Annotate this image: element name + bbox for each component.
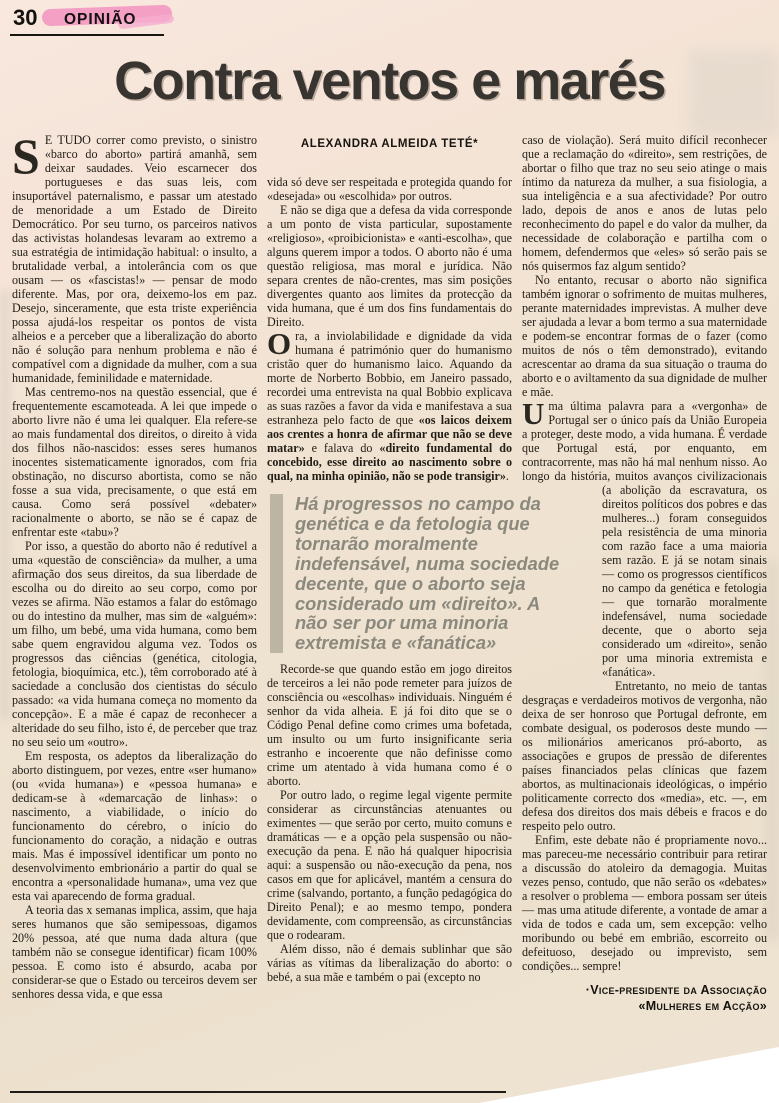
paragraph-text: e falava do [304, 441, 380, 455]
paragraph-text: ma última palavra para a «vergonha» de Portugal ser o único país da União Europeia a proteger, deste modo, a vida humana. É verdade que Portugal está, por enquanto, em contracorrente, mas não há mal nenhum nisso. Ao longo da história, muitos avanços civilizacionais (a abolição da escravatura, os [522, 399, 767, 497]
paragraph: E não se diga que a defesa da vida corresponde a um ponto de vista particular, supostamente «religioso», «proibicionista» e «anti-escolha», que alguns querem impor a todos. O aborto não é uma questão religiosa, mas moral e jurídica. Não separa crentes de não-crentes, mas sim posições divergentes quanto aos limites da protecção da vida humana, que é um dos fins fundamentais do Direito. [267, 203, 512, 329]
paragraph: vida só deve ser respeitada e protegida quando for «desejada» ou «escolhida» por outros. [267, 175, 512, 203]
paragraph-text: ra, a inviolabilidade e dignidade da vida humana é património quer do humanismo cristão quer do humanismo laico. Aquando da morte de Norberto Bobbio, em Janeiro passado, recordei uma entrevista na qual Bobbio explicava as suas razões a favor da vida e manifestava a sua estranheza pelo facto de que [267, 329, 512, 427]
scan-corner-cut [479, 1047, 779, 1103]
drop-cap: O [267, 326, 292, 361]
credit-line: «Mulheres em Acção» [638, 998, 767, 1013]
column-2 [267, 133, 560, 1014]
paragraph-text: . [505, 469, 509, 483]
paragraph: Mas centremo-nos na questão essencial, que é frequentemente escamoteada. A lei que impede o aborto livre não é uma lei qualquer. Ela refere-se ao mais fundamental dos direitos, o direito à vida dos filhos não-nascidos: esses seres humanos inocentes sistematicamente ignorados, com fria obstinação, no discurso abortista, como se não fosse a sua vida, precisamente, o que está em causa. Como será possível «debater» racionalmente o aborto, se não se é capaz de enfrentar este «tabu»? [12, 385, 257, 539]
masthead-rule [10, 34, 164, 36]
paragraph: Em resposta, os adeptos da liberalização do aborto distinguem, por vezes, entre «ser humano» (ou «vida humana») e «pessoa humana» e dedicam-se à «demarcação de linhas»: o nascimento, a viabilidade, o início do funcionamento do cérebro, o início do funcionamento do coração, a nidação e outras mais. Mas é impossível identificar um ponto no desenvolvimento embrionário a partir do qual se encontra a «personalidade humana», uma vez que esta vai aparecendo de forma gradual. [12, 749, 257, 903]
author-credit [522, 983, 767, 1014]
scan-artifact [765, 560, 779, 940]
article-columns [12, 128, 767, 1014]
column-1 [12, 128, 257, 1014]
pull-quote-text: Há progressos no campo da genética e da fetologia que tornarão moralmente indefensável, numa sociedade decente, que o aborto seja considerado um «direito». A não ser por uma minoria extremista e «fanática» [295, 493, 560, 654]
bold-quote: «os laicos deixem aos crentes a honra de afirmar que não se deve matar» [267, 413, 512, 455]
pull-quote-bar [270, 494, 283, 653]
masthead [0, 0, 779, 46]
paragraph: Enfim, este debate não é propriamente novo... mas pareceu-me necessário contribuir para retirar a discussão do atoleiro da demagogia. Muitas vezes penso, contudo, que não serão os «debates» a resolver o problema — embora possam ser úteis — mas uma atitude diferente, a vontade de amar a vida de todos e cada um, sem excepção: velho moribundo ou bebé em embrião, escorreito ou defeituoso, desejado ou imprevisto, sem condições... sempre! [522, 833, 767, 973]
paragraph: Por outro lado, o regime legal vigente permite considerar as circunstâncias atenuantes ou eximentes — que serão por certo, muito comuns e dramáticas — e a opção pela suspensão ou não-execução da pena. E não há qualquer hipocrisia aqui: a suspensão ou não-execução da pena, nos casos em que for aplicável, mantém a censura do crime (salvando, portanto, a função pedagógica do Direito Penal); e ao mesmo tempo, pondera devidamente, com compreensão, as circunstâncias que o rodearam. [267, 788, 512, 943]
section-label: OPINIÃO [64, 11, 137, 28]
credit-line: ·Vice-presidente da Associação [585, 983, 767, 997]
paragraph: caso de violação). Será muito difícil reconhecer que a reclamação do «direito», sem restrições, de abortar o filho que traz no seu seio atinge o mais íntimo da natureza da mulher, a sua fisiologia, a sua inteligência e a sua afectividade? Por outro lado, depois de anos e anos de lutas pelo reconhecimento do papel e do valor da mulher, da necessidade de colaboração e partilha com o homem, defendermos que «eles» só serão pais se nós quisermos faz algum sentido? [522, 133, 767, 273]
scan-artifact [0, 290, 10, 720]
paragraph: A teoria das x semanas implica, assim, que haja seres humanos que são semipessoas, digamos 20% pessoa, até que numa dada altura (que também não se consegue identificar) ficam 100% pessoa. E como isto é absurdo, acaba por considerar-se que o Estado ou terceiros devem ser senhores dessa vida, e que essa [12, 903, 257, 1001]
paragraph-text: direitos políticos dos pobres e das mulheres...) foram conseguidos pela resistência de uma minoria com razão face a uma maioria sem razão. E já se notam sinais — como os progressos científicos no campo da genética e fetologia — que tornarão moralmente indefensável, numa sociedade decente, que o aborto seja considerado um «direito», senão por uma minoria extremista e «fanática». [602, 497, 767, 679]
article-title: Contra ventos e marés [114, 51, 665, 111]
paragraph [12, 128, 257, 385]
paragraph: No entanto, recusar o aborto não significa também ignorar o sofrimento de muitas mulheres, perante maternidades imprevistas. A mulher deve ser ajudada a levar a bom termo a sua maternidade e podem-se encontrar formas de o fazer (como muitos de nós o têm demonstrado), evitando acrescentar ao drama da sua situação o trauma do aborto e o aviltamento da sua dignidade de mulher e mãe. [522, 273, 767, 399]
byline: ALEXANDRA ALMEIDA TETÉ* [300, 138, 479, 150]
bottom-rule [10, 1091, 506, 1093]
page-number: 30 [13, 5, 38, 30]
paragraph: Entretanto, no meio de tantas desgraças e verdadeiros motivos de vergonha, não deixa de ser honroso que Portugal defronte, em combate desigual, os poderosos deste mundo — os milionários americanos pró-aborto, as associações e grupos de pressão de diferentes países financiados pelas clínicas que fazem abortos, as multinacionais ideológicas, o império politicamente correcto dos «media», etc. —, em defesa dos direitos dos mais débeis e fracos e do respeito pelo outro. [522, 679, 767, 833]
paragraph: Recorde-se que quando estão em jogo direitos de terceiros a lei não pode remeter para juízos de consciência ou «escolhas» individuais. Ninguém é senhor da vida alheia. E já foi dito que se o Código Penal define como crimes uma bofetada, um insulto ou um furto insignificante seria estranho e incoerente que não definisse como crime um atentado à vida humana como é o aborto. [267, 662, 512, 789]
drop-cap: S [12, 128, 40, 184]
paragraph: Além disso, não é demais sublinhar que são várias as vítimas da liberalização do aborto: o bebé, a sua mãe e também o pai (excepto no [267, 942, 512, 985]
paragraph [267, 326, 513, 483]
bold-quote: «direito fundamental do concebido, esse direito ao nascimento sobre o qual, na minha opinião, não se pode transigir» [267, 441, 513, 483]
pull-quote [270, 494, 575, 653]
drop-cap: U [522, 396, 545, 431]
paragraph-text: E TUDO correr como previsto, o sinistro «barco do aborto» partirá amanhã, sem deixar saudades. Veio escarnecer dos portugueses e das suas leis, com insuportável paternalismo, e passar um atestado de menoridade a um Estado de Direito Democrático. Por seu turno, os parceiros nativos das activistas holandesas levaram ao extremo a sua estratégia de intimidação habitual: o insulto, a brutalidade verbal, a intolerância com os que ousam — os «fascistas!» — pensar de modo diferente. Mas, por ora, deixemo-los em paz. Desejo, sinceramente, que esta triste experiência possa ajudá-los respeitar os pontos de vista alheios e a perceber que a liberalização do aborto não é solução para nenhum problema e não é compatível com a dignidade da mulher, com a sua humanidade, feminilidade e maternidade. [12, 133, 257, 385]
paragraph: Por isso, a questão do aborto não é redutível a uma «questão de consciência» da mulher, a uma afirmação dos seus direitos, da sua liberdade de escolha ou do direito ao seu corpo, como por vezes se afirma. Não estamos a falar do estômago ou do intestino da mulher, mas sim de «alguém»: um filho, um bebé, uma vida humana, como bem sabe quem engravidou alguma vez. Todos os progressos das ciências (genética, citologia, fetologia, bioquímica, etc.), têm corroborado até à saciedade a conclusão dos cientistas do século passado: «a vida humana começa no momento da concepção». E a mãe é capaz de reconhecer a alteridade do seu filho, isto é, de perceber que traz no seu seio um «outro». [12, 539, 257, 749]
